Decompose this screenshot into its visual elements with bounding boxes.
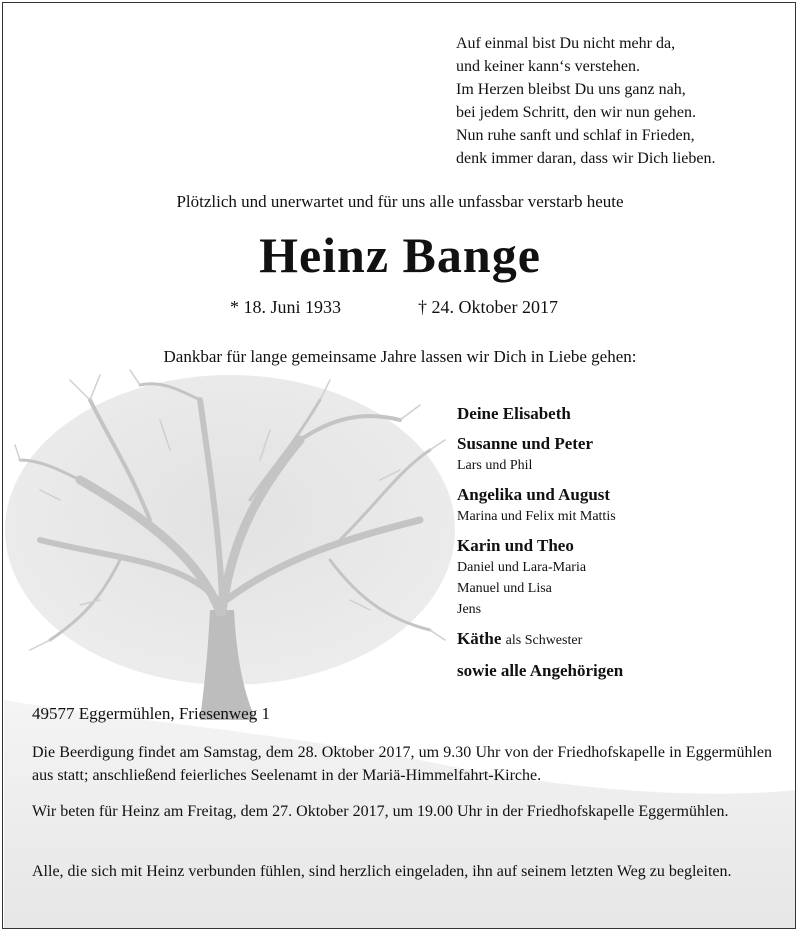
family-sub: Daniel und Lara-Maria: [457, 560, 587, 575]
sibling-relation: als Schwester: [505, 633, 583, 648]
family-main: Deine Elisabeth: [457, 404, 571, 423]
family-list: [457, 402, 777, 682]
poem-line: Auf einmal bist Du nicht mehr da,: [456, 35, 676, 52]
death-date: † 24. Oktober 2017: [418, 297, 558, 317]
family-main: Angelika und August: [457, 485, 611, 504]
deceased-name: Heinz Bange: [259, 227, 541, 283]
invitation-paragraph: Alle, die sich mit Heinz verbunden fühlen, sind herzlich eingeladen, ihn auf seinem letzten Weg zu begleiten.: [32, 863, 732, 880]
sibling-entry: [457, 627, 777, 652]
address: 49577 Eggermühlen, Friesenweg 1: [32, 704, 270, 723]
family-sub: Manuel und Lisa: [457, 581, 552, 596]
poem-line: und keiner kann‘s verstehen.: [456, 58, 640, 75]
birth-date: * 18. Juni 1933: [230, 297, 342, 317]
poem-line: bei jedem Schritt, den wir nun gehen.: [456, 104, 696, 121]
thanks-text: Dankbar für lange gemeinsame Jahre lassen wir Dich in Liebe gehen:: [163, 347, 637, 366]
intro-text: Plötzlich und unerwartet und für uns alle unfassbar verstarb heute: [176, 192, 624, 211]
prayer-paragraph: Wir beten für Heinz am Freitag, dem 27. Oktober 2017, um 19.00 Uhr in der Friedhofskapelle Eggermühlen.: [32, 803, 729, 820]
family-main: Susanne und Peter: [457, 434, 594, 453]
relatives-line: sowie alle Angehörigen: [457, 661, 624, 680]
family-main: Karin und Theo: [457, 536, 574, 555]
poem: [456, 32, 776, 170]
family-sub: Lars und Phil: [457, 458, 533, 473]
funeral-paragraph: Die Beerdigung findet am Samstag, dem 28. Oktober 2017, um 9.30 Uhr von der Friedhofskapelle in Eggermühlen aus statt; anschließend feierliches Seelenamt in der Mariä-Himmelfahrt-Kirche.: [32, 744, 772, 784]
sibling-name: Käthe: [457, 629, 502, 648]
poem-line: Im Herzen bleibst Du uns ganz nah,: [456, 81, 686, 98]
family-sub: Jens: [457, 602, 482, 617]
poem-line: denk immer daran, dass wir Dich lieben.: [456, 150, 716, 167]
family-sub: Marina und Felix mit Mattis: [457, 509, 616, 524]
poem-line: Nun ruhe sanft und schlaf in Frieden,: [456, 127, 695, 144]
